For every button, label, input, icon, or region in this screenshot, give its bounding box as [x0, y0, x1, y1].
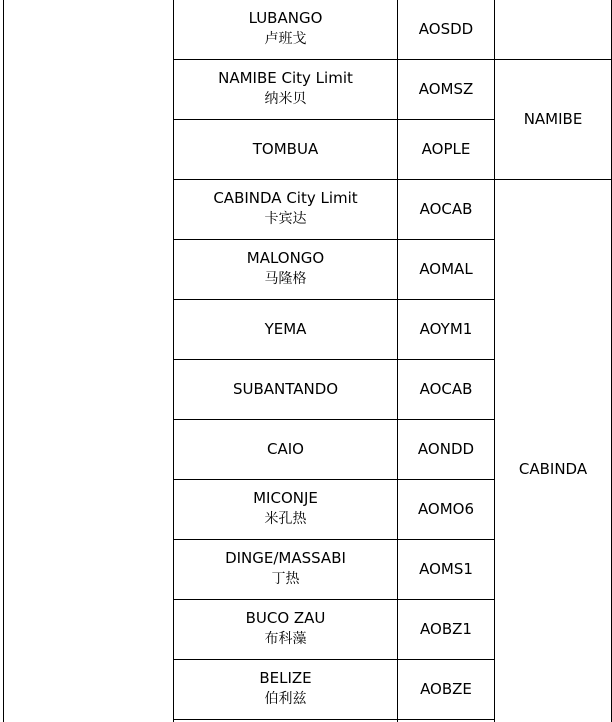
table-row — [4, 0, 612, 59]
location-name-cn: 伯利兹 — [264, 691, 307, 707]
location-code-cell: AOMO6 — [398, 479, 495, 539]
location-name-cell — [174, 179, 398, 239]
location-name-cell — [174, 479, 398, 539]
location-code-cell: AOMSZ — [398, 59, 495, 119]
location-name-en: LUBANGO — [248, 9, 323, 28]
location-code-cell: AONDD — [398, 419, 495, 479]
location-name-en: BUCO ZAU — [245, 609, 326, 627]
location-name-cn: 布科藻 — [264, 631, 307, 647]
location-name-cn: 卢班戈 — [264, 31, 307, 48]
location-name-en: NAMIBE City Limit — [218, 69, 353, 87]
location-name-cell — [174, 659, 398, 719]
location-name-cell — [174, 119, 398, 179]
location-code-cell: AOYM1 — [398, 299, 495, 359]
location-name-en: TOMBUA — [252, 139, 319, 158]
location-name-cell — [174, 539, 398, 599]
location-name-en: CABINDA City Limit — [213, 189, 358, 207]
location-name-en: BELIZE — [259, 669, 312, 687]
location-code-cell: AOCAB — [398, 359, 495, 419]
location-name-en: MALONGO — [246, 249, 325, 267]
location-name-cell — [174, 419, 398, 479]
port-code-table — [3, 0, 612, 722]
location-name-cell — [174, 59, 398, 119]
region-cell-lubango — [495, 0, 612, 59]
location-name-cn: 丁热 — [271, 571, 300, 587]
blank-left-column — [4, 0, 174, 722]
location-code-cell: AOPLE — [398, 119, 495, 179]
location-code-cell: AOBZ1 — [398, 599, 495, 659]
location-name-en: YEMA — [264, 319, 307, 338]
region-cell-cabinda: CABINDA — [495, 179, 612, 722]
location-name-en: SUBANTANDO — [232, 379, 339, 398]
location-code-cell: AOCAB — [398, 179, 495, 239]
location-code-cell: AOMS1 — [398, 539, 495, 599]
location-name-cell — [174, 239, 398, 299]
location-name-cell — [174, 359, 398, 419]
location-code-cell: AOMAL — [398, 239, 495, 299]
location-name-en: MICONJE — [253, 489, 318, 507]
location-name-cell — [174, 299, 398, 359]
location-name-cn: 米孔热 — [264, 511, 307, 527]
location-name-en: CAIO — [267, 439, 304, 458]
location-code-cell: AOSDD — [398, 0, 495, 59]
location-name-cn: 马隆格 — [264, 271, 307, 287]
location-name-cn: 卡宾达 — [264, 211, 307, 227]
location-code-cell: AOBZE — [398, 659, 495, 719]
location-name-cell — [174, 0, 398, 59]
location-name-en: DINGE/MASSABI — [225, 549, 346, 567]
region-cell-namibe: NAMIBE — [495, 59, 612, 179]
location-name-cn: 纳米贝 — [264, 91, 307, 107]
location-name-cell — [174, 599, 398, 659]
